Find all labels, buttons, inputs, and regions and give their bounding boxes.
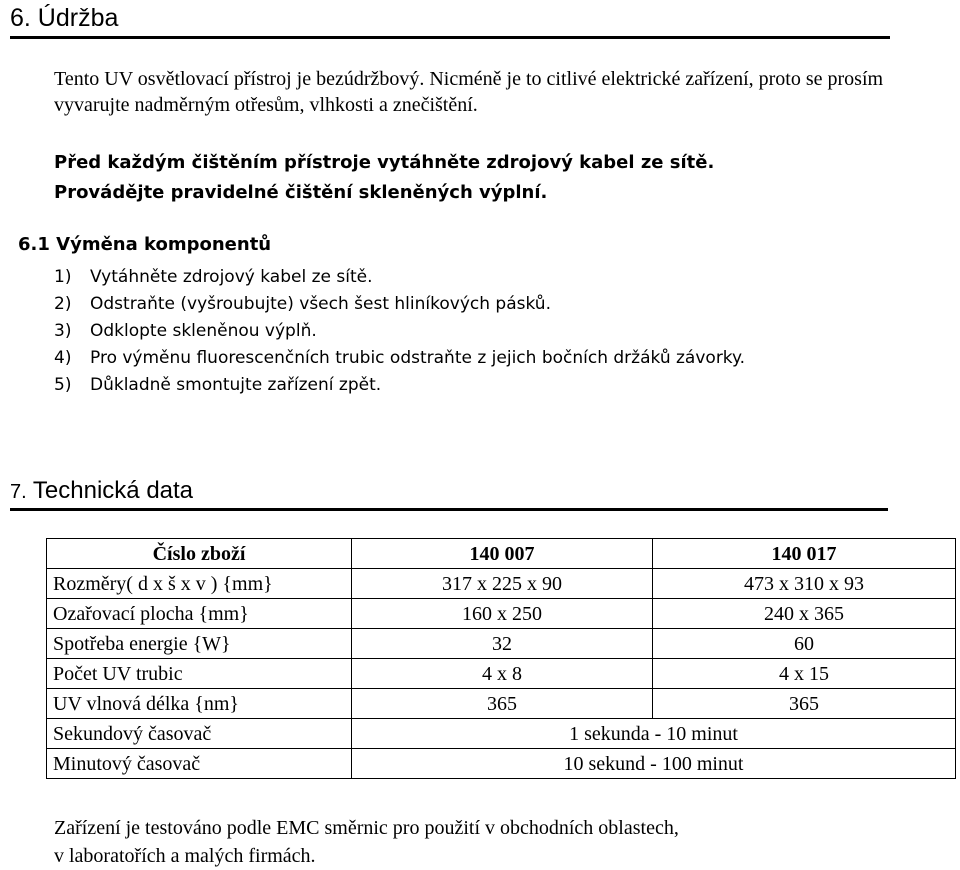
table-cell: Spotřeba energie {W} <box>47 629 352 659</box>
cleaning-warning <box>54 148 894 208</box>
table-cell: 4 x 8 <box>352 659 653 689</box>
table-header-cell: 140 017 <box>653 539 956 569</box>
table-cell: 160 x 250 <box>352 599 653 629</box>
table-cell: Minutový časovač <box>47 749 352 779</box>
section-6-title: 6. Údržba <box>10 4 119 32</box>
subsection-6-1-title: 6.1 Výměna komponentů <box>18 234 272 255</box>
technical-data-table <box>46 538 956 779</box>
table-cell: Ozařovací plocha {mm} <box>47 599 352 629</box>
table-header-row <box>47 539 956 569</box>
table-row <box>47 569 956 599</box>
table-row <box>47 689 956 719</box>
step-text: Odklopte skleněnou výplň. <box>90 321 317 341</box>
table-cell: Rozměry( d x š x v ) {mm} <box>47 569 352 599</box>
step-number: 3) <box>54 321 72 341</box>
table-row <box>47 599 956 629</box>
warning-line-1: Před každým čištěním přístroje vytáhněte zdrojový kabel ze sítě. <box>54 152 715 173</box>
maintenance-intro: Tento UV osvětlovací přístroj je bezúdržbový. Nicméně je to citlivé elektrické zařízení, proto se prosím vyvarujte nadměrným otřesům, vlhkosti a znečištění. <box>54 68 884 116</box>
table-cell: 365 <box>653 689 956 719</box>
list-item <box>54 264 745 291</box>
section-7-heading-wrap <box>10 476 888 511</box>
table-row <box>47 719 956 749</box>
table-cell: Sekundový časovač <box>47 719 352 749</box>
step-text: Odstraňte (vyšroubujte) všech šest hliníkových pásků. <box>90 294 551 314</box>
step-text: Pro výměnu fluorescenčních trubic odstraňte z jejich bočních držáků závorky. <box>90 348 746 368</box>
table-cell: 32 <box>352 629 653 659</box>
table-cell: UV vlnová délka {nm} <box>47 689 352 719</box>
table-row <box>47 749 956 779</box>
step-number: 1) <box>54 267 72 287</box>
table-cell: 10 sekund - 100 minut <box>352 749 956 779</box>
step-text: Vytáhněte zdrojový kabel ze sítě. <box>90 267 373 287</box>
table-cell: 60 <box>653 629 956 659</box>
step-number: 2) <box>54 294 72 314</box>
table-cell: 317 x 225 x 90 <box>352 569 653 599</box>
list-item <box>54 372 745 399</box>
replacement-steps-list <box>54 264 745 399</box>
warning-line-2: Provádějte pravidelné čištění skleněných výplní. <box>54 182 548 203</box>
table-row <box>47 659 956 689</box>
list-item <box>54 291 745 318</box>
table-cell: 473 x 310 x 93 <box>653 569 956 599</box>
step-text: Důkladně smontujte zařízení zpět. <box>90 375 382 395</box>
list-item <box>54 318 745 345</box>
emc-note <box>54 814 914 870</box>
step-number: 5) <box>54 375 72 395</box>
table-cell: 1 sekunda - 10 minut <box>352 719 956 749</box>
section-7-number: 7. <box>10 481 27 503</box>
table-cell: Počet UV trubic <box>47 659 352 689</box>
emc-note-line-1: Zařízení je testováno podle EMC směrnic pro použití v obchodních oblastech, <box>54 817 679 839</box>
section-7-title-text: Technická data <box>32 477 194 504</box>
section-7-title <box>10 476 888 507</box>
table-header-cell: Číslo zboží <box>47 539 352 569</box>
emc-note-line-2: v laboratořích a malých firmách. <box>54 845 316 867</box>
table-cell: 240 x 365 <box>653 599 956 629</box>
list-item <box>54 345 745 372</box>
table-header-cell: 140 007 <box>352 539 653 569</box>
table-cell: 4 x 15 <box>653 659 956 689</box>
table-cell: 365 <box>352 689 653 719</box>
section-6-heading-wrap <box>10 2 890 39</box>
step-number: 4) <box>54 348 72 368</box>
table-row <box>47 629 956 659</box>
